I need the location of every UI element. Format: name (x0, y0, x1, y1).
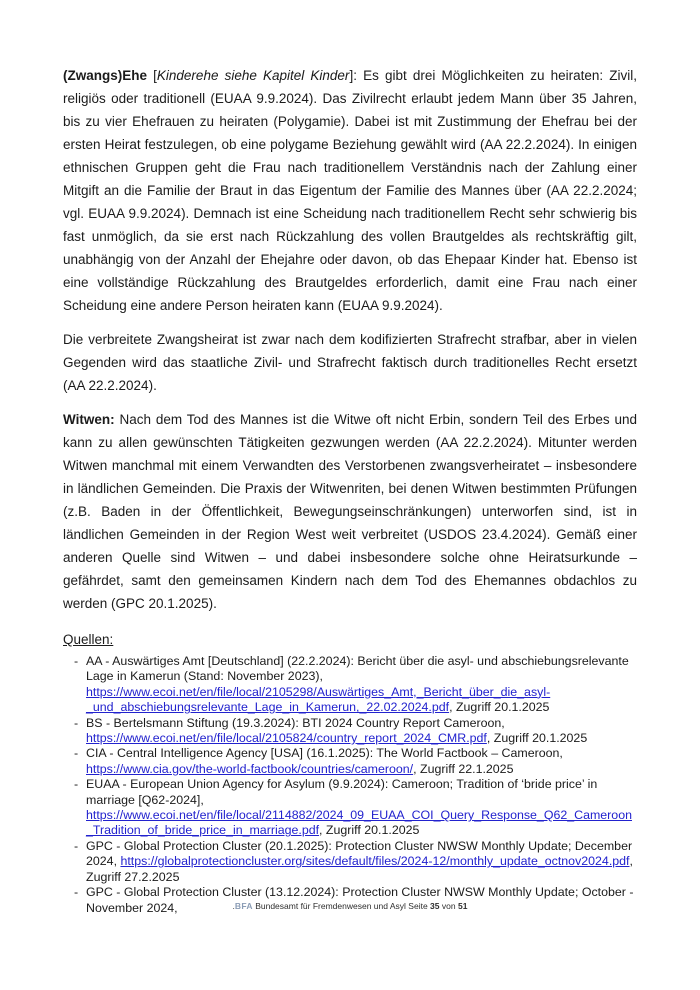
source-link[interactable]: https://globalprotectioncluster.org/sites/default/files/2024-12/monthly_update_octnov2024.pdf (120, 854, 630, 869)
cross-reference-note: Kinderehe siehe Kapitel Kinder (156, 68, 350, 83)
bracket-close: ] (349, 68, 354, 83)
sources-list (63, 654, 637, 916)
source-citation: GPC - Global Protection Cluster (20.1.2025): Protection Cluster NWSW Monthly Update; December 2024, (86, 838, 633, 869)
paragraph-widows (63, 408, 637, 615)
list-dash-marker: - (74, 838, 79, 853)
paragraph-lead-zwangsehe: (Zwangs)Ehe (63, 68, 148, 83)
source-item-cia (63, 746, 637, 777)
list-dash-marker: - (74, 885, 79, 900)
source-citation: AA - Auswärtiges Amt [Deutschland] (22.2.2024): Bericht über die asyl- und abschiebungsrelevante Lage in Kamerun (Stand: November 2023), (86, 654, 629, 684)
paragraph-forced-marriage-law: Die verbreitete Zwangsheirat ist zwar nach dem kodifizierten Strafrecht strafbar, aber in vielen Gegenden wird das staatliche Zivil- und Strafrecht faktisch durch traditionelles Recht ersetzt (AA 22.2.2024). (63, 332, 637, 393)
source-item-euaa (63, 777, 637, 839)
bracket-open: [ (147, 68, 157, 83)
list-dash-marker: - (74, 715, 79, 730)
list-dash-marker: - (74, 746, 79, 761)
sources-heading (63, 628, 637, 651)
source-citation: CIA - Central Intelligence Agency [USA] (16.1.2025): The World Factbook – Cameroon, (86, 746, 563, 761)
source-access-date: , Zugriff 27.2.2025 (86, 854, 633, 884)
source-access-date: , Zugriff 20.1.2025 (486, 731, 588, 746)
source-item-gpc-december (63, 839, 637, 885)
source-link[interactable]: https://www.ecoi.net/en/file/local/2105298/Auswärtiges_Amt,_Bericht_über_die_asyl-_und_abschiebungsrelevante_Lage_in_Kamerun,_22.02.2024.pdf (86, 684, 551, 715)
footer-page-label: Seite (408, 901, 428, 911)
page-footer (0, 900, 700, 912)
footer-of-label: von (441, 901, 456, 911)
list-dash-marker: - (74, 654, 79, 668)
source-access-date: , Zugriff 20.1.2025 (319, 823, 420, 838)
footer-page-number: 35 (430, 901, 440, 911)
source-item-aa (63, 654, 637, 716)
source-link[interactable]: https://www.cia.gov/the-world-factbook/countries/cameroon/ (86, 761, 414, 776)
bfa-logo: BFA (234, 901, 253, 911)
source-access-date: , Zugriff 22.1.2025 (413, 761, 514, 776)
source-citation: BS - Bertelsmann Stiftung (19.3.2024): BTI 2024 Country Report Cameroon, (86, 715, 505, 730)
bfa-logo-dot: . (232, 901, 235, 911)
paragraph-text: : Es gibt drei Möglichkeiten zu heiraten: Zivil, religiös oder traditionell (EUAA 9.9.2024). Das Zivilrecht erlaubt jedem Mann über 35 Jahren, bis zu vier Ehefrauen zu heiraten (Polygamie). Dabei ist mit Zustimmung der Ehefrau bei der ersten Heirat festzulegen, ob eine polygame Beziehung gewählt wird (AA 22.2.2024). In einigen ethnischen Gruppen geht die Frau nach traditionellem Verständnis nach der Zahlung einer Mitgift an die Familie der Braut in das Eigentum der Familie des Mannes über (AA 22.2.2024; vgl. EUAA 9.9.2024). Demnach ist eine Scheidung nach traditionellem Recht sehr schwierig bis fast unmöglich, da sie erst nach Rückzahlung des vollen Brautgeldes als rechtskräftig gilt, unabhängig von der Anzahl der Ehejahre oder davon, ob das Ehepaar Kinder hat. Ebenso ist eine vollständige Rückzahlung des Brautgeldes erforderlich, damit eine Frau nach einer Scheidung eine andere Person heiraten kann (EUAA 9.9.2024). (63, 68, 637, 313)
sources-heading-label: Quellen: (63, 632, 114, 647)
footer-page-total: 51 (457, 901, 468, 911)
source-item-bs (63, 716, 637, 747)
paragraph-forced-marriage (63, 64, 637, 317)
source-access-date: , Zugriff 20.1.2025 (449, 700, 550, 715)
source-link[interactable]: https://www.ecoi.net/en/file/local/2114882/2024_09_EUAA_COI_Query_Response_Q62_Cameroon_Tradition_of_bride_price_in_marriage.pdf (86, 808, 632, 838)
paragraph-text: Nach dem Tod des Mannes ist die Witwe oft nicht Erbin, sondern Teil des Erbes und kann zu allen gewünschten Tätigkeiten gezwungen werden (AA 22.2.2024). Mitunter werden Witwen manchmal mit einem Verwandten des Verstorbenen zwangsverheiratet – insbesondere in ländlichen Gemeinden. Die Praxis der Witwenriten, bei denen Witwen bestimmten Prüfungen (z.B. Baden in der Öffentlichkeit, Bewegungseinschränkungen) unterworfen sind, ist in ländlichen Gemeinden in der Region West weit verbreitet (USDOS 23.4.2024). Gemäß einer anderen Quelle sind Witwen – und dabei insbesondere solche ohne Heiratsurkunde – gefährdet, samt den gemeinsamen Kindern nach dem Tod des Ehemannes obdachlos zu werden (GPC 20.1.2025). (63, 412, 637, 611)
source-citation: GPC - Global Protection Cluster (13.12.2024): Protection Cluster NWSW Monthly Update; October - November 2024, (86, 885, 634, 915)
source-citation: EUAA - European Union Agency for Asylum (9.9.2024): Cameroon; Tradition of ‘bride price’ in marriage [Q62-2024], (86, 777, 598, 807)
list-dash-marker: - (74, 777, 79, 792)
source-link[interactable]: https://www.ecoi.net/en/file/local/2105824/country_report_2024_CMR.pdf (86, 731, 487, 746)
paragraph-lead-witwen: Witwen: (63, 412, 115, 427)
footer-office-name: Bundesamt für Fremdenwesen und Asyl (255, 901, 406, 911)
